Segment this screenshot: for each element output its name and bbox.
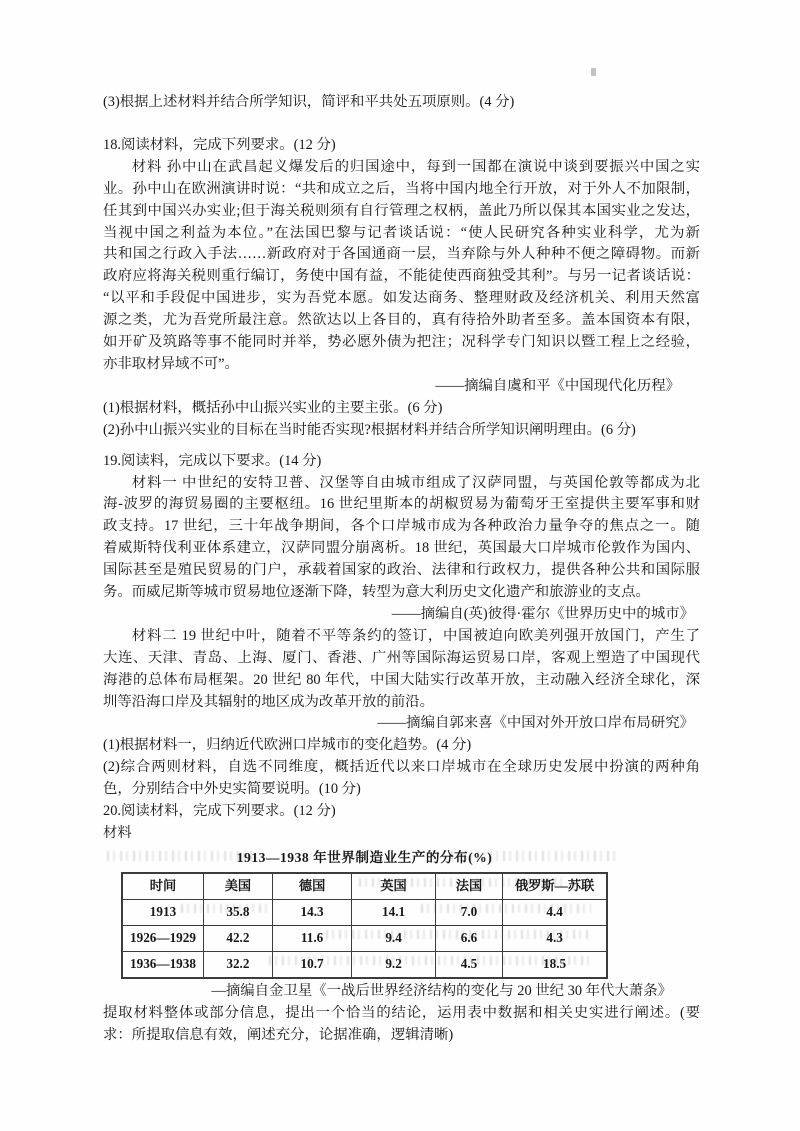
text-line: (2)综合两则材料，自选不同维度，概括近代以来口岸城市在全球历史发展中扮演的两种角 [103,759,700,776]
question-18-material [103,157,700,376]
value-cell: 14.1 [352,899,435,925]
table-row [122,925,607,951]
text-line: 共和国之行政入手法……新政府对于各国通商一层，当弃除与外人种种不便之障碍物。而新 [103,246,700,263]
question-18-citation: ——摘编自虞和平《中国现代化历程》 [435,377,680,394]
question-19-sub1: (1)根据材料一，归纳近代欧洲口岸城市的变化趋势。(4 分) [103,737,472,754]
value-cell: 42.2 [203,925,272,951]
table-header-cell: 法国 [435,873,502,900]
text-line: 任其到中国兴办实业;但于海关税则须有自行管理之权柄，盖此乃所以保其本国实业之发达， [103,202,700,219]
value-cell: 11.6 [272,925,352,951]
table-row [122,899,607,925]
question-19-citation1: ——摘编自(英)彼得·霍尔《世界历史中的城市》 [391,605,694,622]
table-header-cell: 美国 [203,873,272,900]
value-cell: 6.6 [435,925,502,951]
text-line: 当视中国之利益为本位。”在法国巴黎与记者谈话说：“使人民研究各种实业科学，尤为新 [103,224,700,241]
value-cell: 18.5 [503,951,607,978]
table-title: 1913—1938 年世界制造业生产的分布(%) [236,849,493,865]
value-cell: 14.3 [272,899,352,925]
question-19-citation2: ——摘编自郭来喜《中国对外开放口岸布局研究》 [377,715,694,732]
text-line: 着威斯特伐利亚体系建立，汉萨同盟分崩离析。18 世纪，英国最大口岸城市伦敦作为国内、 [103,540,700,557]
question-19-sub2 [103,757,700,801]
table-row [122,951,607,978]
text-line: 政支持。17 世纪，三十年战争期间，各个口岸城市成为各种政治力量争夺的焦点之一。随 [103,518,700,535]
text-line: 大连、天津、青岛、上海、厦门、香港、广州等国际海运贸易口岸，客观上塑造了中国现代 [103,649,700,666]
text-line: 政府应将海关税则重行编订，务使中国有益，不能徒使西商独受其利”。与另一记者谈话说： [103,268,700,285]
row-period-cell: 1936—1938 [122,951,203,978]
table-header-cell: 英国 [352,873,435,900]
text-line: 国际甚至是殖民贸易的门户，承载着国家的政治、法律和行政权力，提供各种公共和国际服 [103,562,700,579]
value-cell: 10.7 [272,951,352,978]
value-cell: 4.3 [503,925,607,951]
value-cell: 7.0 [435,899,502,925]
text-line: 海港的总体布局框架。20 世纪 80 年代，中国大陆实行改革开放，主动融入经济全球化，深 [103,671,700,688]
question-19-material1 [103,473,700,604]
text-line: 圳等沿海口岸及其辐射的地区成为改革开放的前沿。 [103,693,434,710]
text-line: 求：所提取信息有效，阐述充分，论据准确，逻辑清晰) [103,1026,454,1043]
table-header-cell: 德国 [272,873,352,900]
manufacturing-share-table [121,872,608,979]
text-line: 材料二 19 世纪中叶，随着不平等条约的签订，中国被迫向欧美列强开放国门，产生了 [131,627,700,644]
value-cell: 9.2 [352,951,435,978]
question-20-citation: —摘编自金卫星《一战后世界经济结构的变化与 20 世纪 30 年代大萧条》 [211,982,672,999]
question-18-sub2: (2)孙中山振兴实业的目标在当时能否实现?根据材料并结合所学知识阐明理由。(6 分) [103,421,636,438]
text-line: 业。孙中山在欧洲演讲时说：“共和成立之后，当将中国内地全行开放，对于外人不加限制， [103,180,700,197]
text-line: 海-波罗的海贸易圈的主要枢纽。16 世纪里斯本的胡椒贸易为葡萄牙王室提供主要军事和财 [103,496,700,513]
row-period-cell: 1913 [122,899,203,925]
manufacturing-table-section [121,848,608,979]
value-cell: 4.4 [503,899,607,925]
question-20-heading: 20.阅读材料，完成下列要求。(12 分) [103,803,336,820]
question-18-heading: 18.阅读材料，完成下列要求。(12 分) [103,136,336,153]
text-line: 色，分别结合中外史实简要说明。(10 分) [103,781,361,798]
text-line: 亦非取材异域不可”。 [103,355,239,372]
text-line: 材料一 中世纪的安特卫普、汉堡等自由城市组成了汉萨同盟，与英国伦敦等都成为北 [131,474,700,491]
table-header-row [122,873,607,900]
page-content [103,92,700,1047]
value-cell: 4.5 [435,951,502,978]
text-line: 源之类，尤为吾党所最注意。然欲达以上各目的，真有待拾外助者至多。盖本国资本有限， [103,312,700,329]
text-line: 材料 孙中山在武昌起义爆发后的归国途中，每到一国都在演说中谈到要振兴中国之实 [131,158,700,175]
text-line: 提取材料整体或部分信息，提出一个恰当的结论，运用表中数据和相关史实进行阐述。(要 [103,1004,700,1021]
question-20-material-label: 材料 [103,825,132,841]
value-cell: 32.2 [203,951,272,978]
question-18-sub1: (1)根据材料，概括孙中山振兴实业的主要主张。(6 分) [103,399,443,416]
value-cell: 35.8 [203,899,272,925]
table-header-cell: 俄罗斯—苏联 [503,873,607,900]
question-19-heading: 19.阅读料，完成以下要求。(14 分) [103,452,322,469]
text-line: “以平和手段促中国进步，实为吾党本愿。如发达商务、整理财政及经济机关、利用天然富 [103,290,700,307]
table-header-cell: 时间 [122,873,203,900]
question-19-material2 [103,626,700,714]
text-line: 务。而威尼斯等城市贸易地位逐渐下降，转型为意大利历史文化遗产和旅游业的支点。 [103,584,650,601]
row-period-cell: 1926—1929 [122,925,203,951]
text-line: 如开矿及筑路等事不能同时并举，势必愿外债为把注；况科学专门知识以暨工程上之经验， [103,334,700,351]
question-20-task [103,1003,700,1047]
question-17-part3: (3)根据上述材料并结合所学知识，简评和平共处五项原则。(4 分) [103,94,515,110]
value-cell: 9.4 [352,925,435,951]
scan-artifact-speck [591,68,596,76]
